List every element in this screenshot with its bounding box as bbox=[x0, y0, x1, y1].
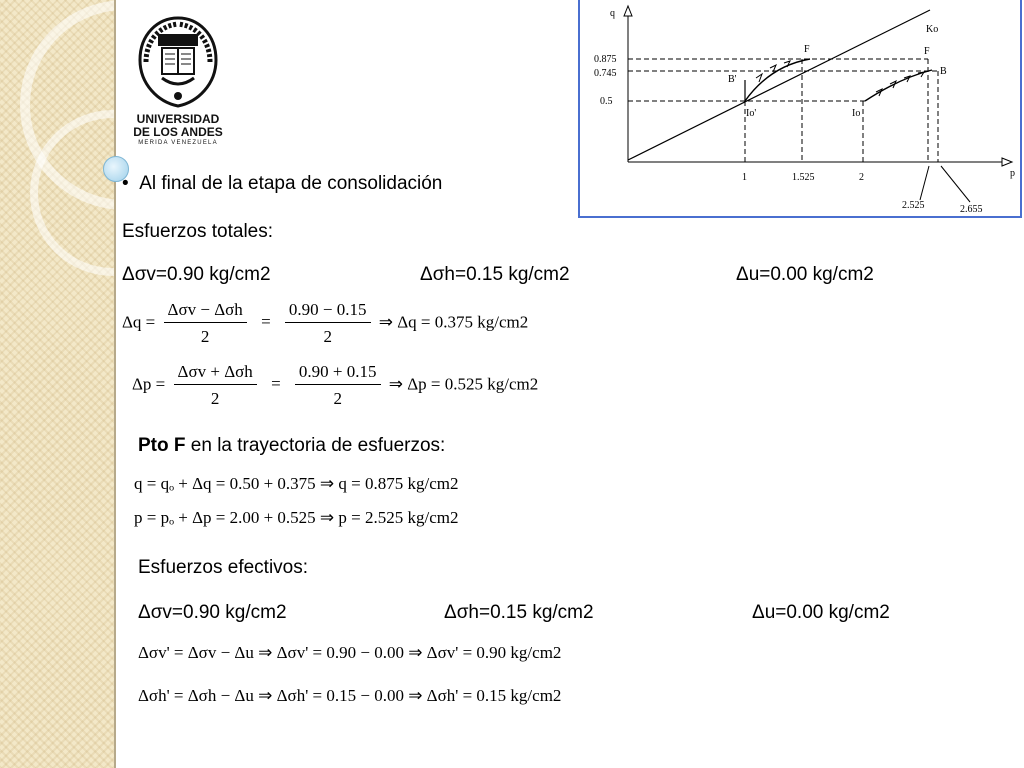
fraction: $\frac{0.90 - 0.15}{2}$ bbox=[285, 300, 371, 347]
logo-line-1: UNIVERSIDAD bbox=[136, 112, 220, 126]
equation-sigma-h-effective: Δσh' = Δσh − Δu ⇒ Δσh' = 0.15 − 0.00 ⇒ Δσh' = 0.15 kg/cm2 bbox=[138, 686, 562, 705]
effective-sigma-h: Δσh=0.15 kg/cm2 bbox=[444, 602, 594, 623]
point-io-prime-label: Io' bbox=[746, 108, 757, 119]
university-logo bbox=[128, 12, 228, 152]
fraction: $\frac{0.90 + 0.15}{2}$ bbox=[295, 362, 381, 409]
point-f-label: F bbox=[804, 44, 810, 55]
efectivos-heading: Esfuerzos efectivos: bbox=[138, 557, 309, 578]
x-tick-label: 2.525 bbox=[902, 200, 925, 211]
point-b-prime-label: B' bbox=[728, 74, 737, 85]
eq-result: ⇒ Δq = 0.375 kg/cm2 bbox=[378, 312, 529, 332]
equation-delta-q: Δq = $\frac{\text{Δσv − Δσh}}{2}$ = $\frac{0.90 - 0.15}{2}$ ⇒ Δq = 0.375 kg/cm2 bbox=[122, 300, 529, 346]
fraction: $\frac{\text{Δσv − Δσh}}{2}$ bbox=[164, 300, 247, 347]
eq-lhs: Δq = bbox=[122, 312, 156, 332]
university-seal-icon bbox=[128, 12, 228, 112]
point-b-label: B bbox=[940, 66, 947, 77]
y-tick-label: 0.5 bbox=[600, 96, 613, 107]
pto-f-heading bbox=[138, 435, 445, 457]
eq-result: ⇒ Δp = 0.525 kg/cm2 bbox=[388, 374, 539, 394]
total-sigma-v: Δσv=0.90 kg/cm2 bbox=[122, 264, 271, 285]
x-tick-label: 1 bbox=[742, 172, 747, 183]
total-u: Δu=0.00 kg/cm2 bbox=[736, 264, 874, 285]
total-sigma-h: Δσh=0.15 kg/cm2 bbox=[420, 264, 570, 285]
equation-delta-p: Δp = $\frac{\text{Δσv + Δσh}}{2}$ = $\frac{0.90 + 0.15}{2}$ ⇒ Δp = 0.525 kg/cm2 bbox=[132, 362, 539, 408]
bullet-consolidation bbox=[122, 173, 442, 195]
axis-q-label: q bbox=[610, 8, 615, 19]
equation-p-total: p = pₒ + Δp = 2.00 + 0.525 ⇒ p = 2.525 kg/cm2 bbox=[134, 508, 459, 527]
decorative-side-strip bbox=[0, 0, 114, 768]
bullet-text: Al final de la etapa de consolidación bbox=[139, 173, 443, 194]
axis-p-label: p bbox=[1010, 168, 1015, 179]
equation-sigma-v-effective: Δσv' = Δσv − Δu ⇒ Δσv' = 0.90 − 0.00 ⇒ Δσv' = 0.90 kg/cm2 bbox=[138, 643, 562, 662]
effective-sigma-v: Δσv=0.90 kg/cm2 bbox=[138, 602, 287, 623]
y-tick-label: 0.875 bbox=[594, 54, 617, 65]
ko-line-label: Ko bbox=[926, 24, 939, 35]
pto-f-bold: Pto F bbox=[138, 435, 186, 456]
y-tick-label: 0.745 bbox=[594, 68, 617, 79]
x-tick-label: 2 bbox=[859, 172, 864, 183]
equation-q-total: q = qₒ + Δq = 0.50 + 0.375 ⇒ q = 0.875 kg/cm2 bbox=[134, 474, 459, 493]
totales-heading: Esfuerzos totales: bbox=[122, 221, 274, 242]
x-tick-label: 2.655 bbox=[960, 204, 983, 215]
x-tick-label: 1.525 bbox=[792, 172, 815, 183]
point-f-label: F bbox=[924, 46, 930, 57]
effective-u: Δu=0.00 kg/cm2 bbox=[752, 602, 890, 623]
logo-line-3: MERIDA VENEZUELA bbox=[138, 140, 218, 146]
pto-f-rest: en la trayectoria de esfuerzos: bbox=[185, 435, 446, 456]
stress-path-diagram bbox=[578, 0, 1022, 218]
bullet-icon: • bbox=[122, 173, 140, 194]
point-io-label: Io bbox=[852, 108, 861, 119]
side-divider bbox=[114, 0, 116, 768]
eq-lhs: Δp = bbox=[132, 374, 166, 394]
logo-line-2: DE LOS ANDES bbox=[133, 125, 223, 139]
fraction: $\frac{\text{Δσv + Δσh}}{2}$ bbox=[174, 362, 257, 409]
